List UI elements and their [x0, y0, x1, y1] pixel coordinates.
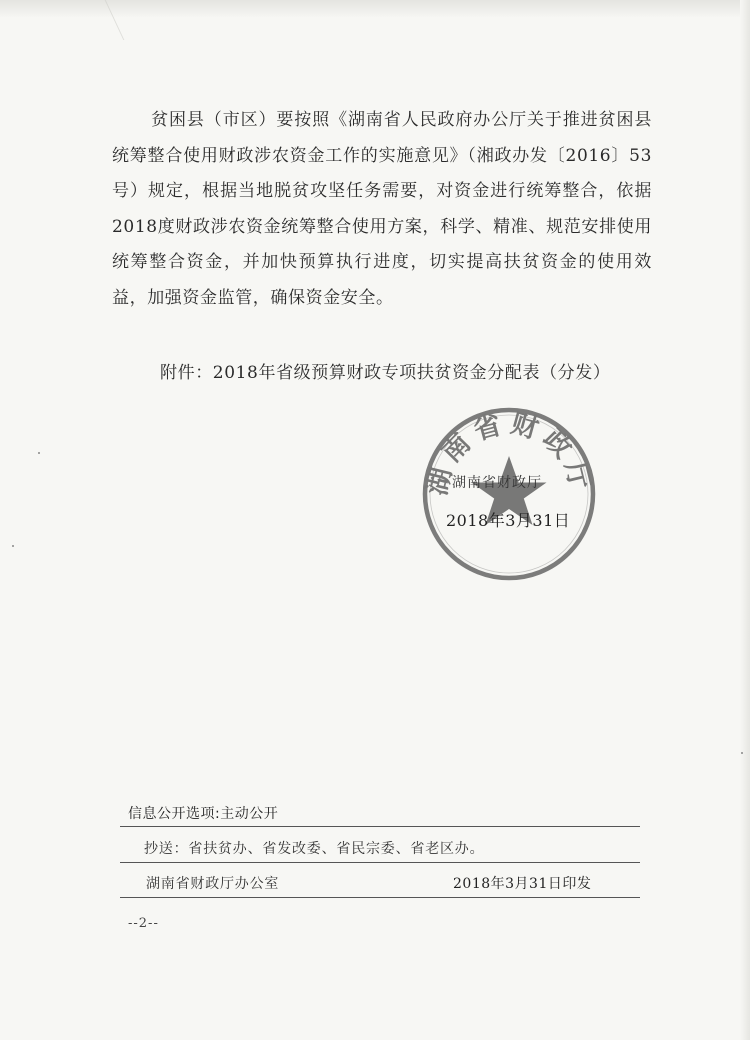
official-seal	[419, 404, 599, 584]
body-paragraph: 贫困县（市区）要按照《湖南省人民政府办公厅关于推进贫困县统筹整合使用财政涉农资金工作的实施意见》（湘政办发〔2016〕53号）规定，根据当地脱贫攻坚任务需要，对资金进行统筹整合，依据2018度财政涉农资金统筹整合使用方案，科学、精准、规范安排使用统筹整合资金，并加快预算执行进度，切实提高扶贫资金的使用效益，加强资金监管，确保资金安全。	[112, 110, 652, 308]
print-date: 2018年3月31日印发	[453, 876, 592, 892]
scan-speck	[741, 752, 743, 754]
scan-speck	[38, 452, 40, 454]
scan-shadow-right	[740, 0, 750, 1040]
signer: 湖南省财政厅	[452, 475, 542, 491]
signing-date: 2018年3月31日	[446, 511, 571, 530]
cc-list: 抄送：省扶贫办、省发改委、省民宗委、省老区办。	[144, 841, 485, 857]
issuing-office: 湖南省财政厅办公室	[146, 876, 280, 892]
footer-rule-3	[120, 897, 640, 898]
scan-speck	[12, 545, 14, 547]
seal-text: 湖南省财政厅	[421, 408, 597, 499]
page-number: --2--	[128, 916, 159, 931]
attachment-line: 附件：2018年省级预算财政专项扶贫资金分配表（分发）	[160, 363, 611, 383]
footer-rule-1	[120, 826, 640, 827]
document-body	[112, 103, 652, 316]
disclosure-option: 信息公开选项:主动公开	[128, 806, 279, 822]
footer-rule-2	[120, 862, 640, 863]
